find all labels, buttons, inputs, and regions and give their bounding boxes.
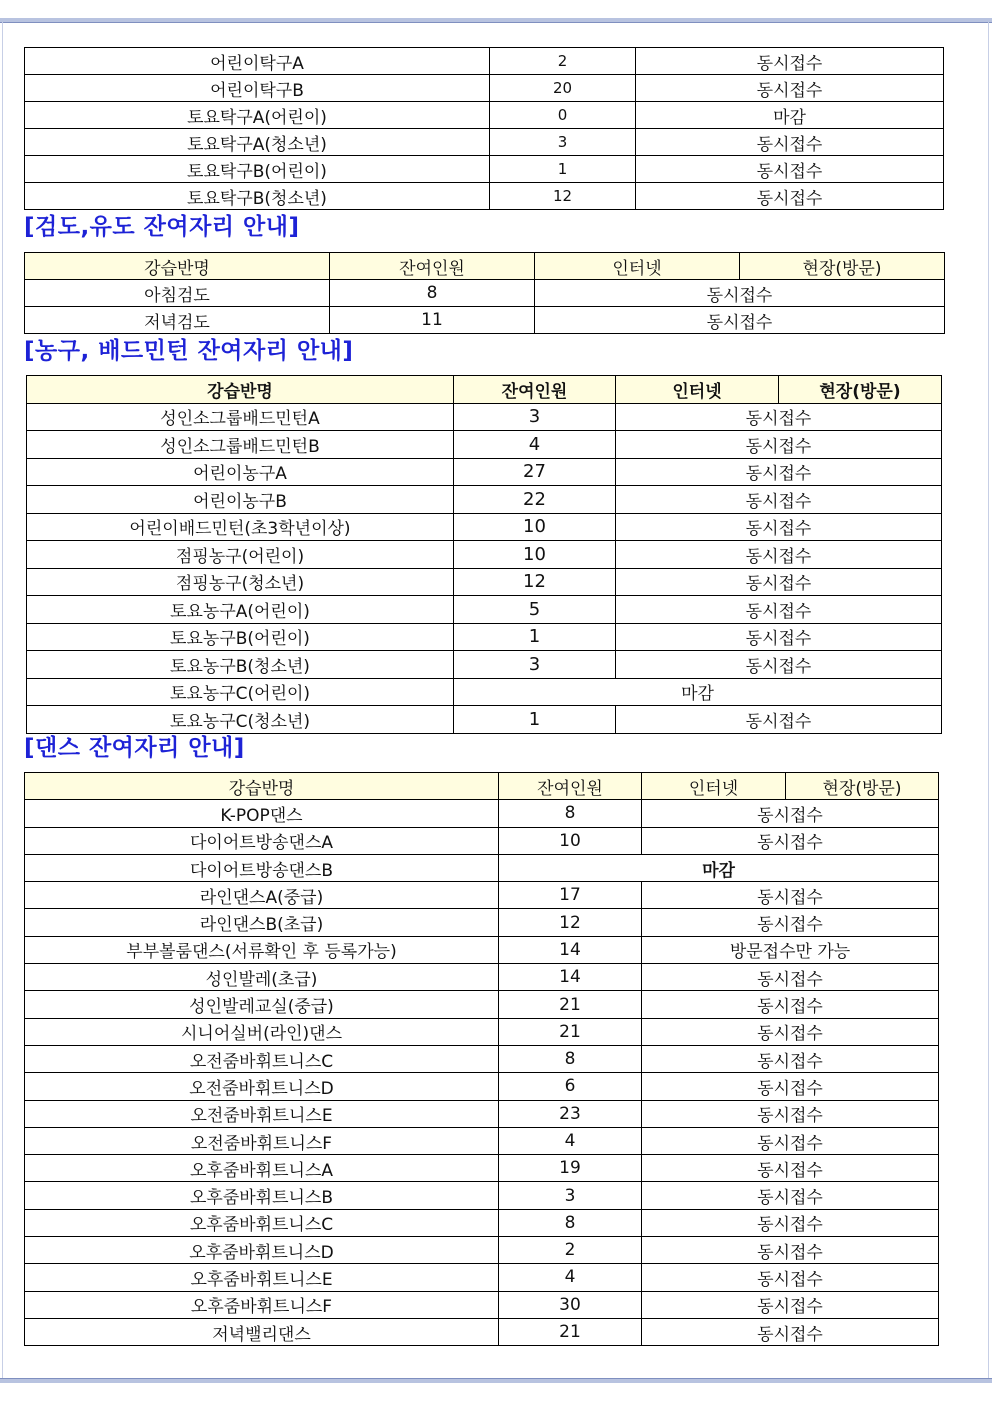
status-cell: 동시접수 <box>616 486 942 514</box>
remaining-cell: 17 <box>499 882 642 909</box>
status-cell: 동시접수 <box>535 280 945 307</box>
class-name-cell: 토요농구A(어린이) <box>27 596 454 624</box>
remaining-cell: 23 <box>499 1100 642 1127</box>
class-name-cell: 아침검도 <box>25 280 330 307</box>
table-row <box>27 678 942 706</box>
table-header-row <box>27 376 942 404</box>
table-row <box>27 403 942 431</box>
table-header-row <box>25 253 945 280</box>
class-name-cell: 성인소그룹배드민턴A <box>27 403 454 431</box>
status-cell: 동시접수 <box>616 541 942 569</box>
status-cell: 동시접수 <box>616 651 942 679</box>
status-cell: 동시접수 <box>616 706 942 734</box>
status-cell: 동시접수 <box>642 1073 939 1100</box>
table-row <box>25 280 945 307</box>
table-row <box>27 458 942 486</box>
basketball-body <box>27 403 942 733</box>
page-frame-right <box>988 22 989 1379</box>
remaining-cell: 21 <box>499 1318 642 1345</box>
basketball-table <box>26 375 942 734</box>
class-name-cell: 오후줌바휘트니스C <box>25 1209 499 1236</box>
class-name-cell: 오전줌바휘트니스F <box>25 1127 499 1154</box>
class-name-cell: 성인발레교실(중급) <box>25 991 499 1018</box>
class-name-cell: 토요농구B(청소년) <box>27 651 454 679</box>
table-row <box>25 156 944 183</box>
header-internet: 인터넷 <box>616 376 779 404</box>
table-row <box>25 882 939 909</box>
remaining-cell: 10 <box>499 827 642 854</box>
class-name-cell: 저녁밸리댄스 <box>25 1318 499 1345</box>
class-name-cell: 어린이농구B <box>27 486 454 514</box>
table-row <box>25 991 939 1018</box>
remaining-cell: 8 <box>499 1209 642 1236</box>
status-cell: 동시접수 <box>616 403 942 431</box>
remaining-cell: 6 <box>499 1073 642 1100</box>
table-row <box>25 909 939 936</box>
class-name-cell: 어린이농구A <box>27 458 454 486</box>
table-row <box>25 1209 939 1236</box>
header-remaining: 잔여인원 <box>330 253 535 280</box>
class-name-cell: 오전줌바휘트니스E <box>25 1100 499 1127</box>
remaining-cell: 14 <box>499 936 642 963</box>
remaining-cell: 4 <box>454 431 616 459</box>
remaining-cell: 2 <box>499 1237 642 1264</box>
table-tennis-table <box>24 47 944 210</box>
remaining-cell: 5 <box>454 596 616 624</box>
class-name-cell: 오후줌바휘트니스A <box>25 1155 499 1182</box>
remaining-cell: 30 <box>499 1291 642 1318</box>
class-name-cell: 오후줌바휘트니스E <box>25 1264 499 1291</box>
remaining-cell: 8 <box>499 1045 642 1072</box>
table-row <box>27 431 942 459</box>
remaining-cell: 1 <box>490 156 636 183</box>
remaining-cell: 12 <box>499 909 642 936</box>
status-cell: 동시접수 <box>642 1100 939 1127</box>
table-row <box>25 800 939 827</box>
remaining-cell: 3 <box>454 403 616 431</box>
class-name-cell: 토요농구B(어린이) <box>27 623 454 651</box>
table-row <box>27 651 942 679</box>
kendo-section-title: [검도,유도 잔여자리 안내] <box>24 214 300 240</box>
class-name-cell: 라인댄스B(초급) <box>25 909 499 936</box>
status-cell: 방문접수만 가능 <box>642 936 939 963</box>
class-name-cell: 성인소그룹배드민턴B <box>27 431 454 459</box>
class-name-cell: 점핑농구(청소년) <box>27 568 454 596</box>
remaining-cell: 1 <box>454 706 616 734</box>
class-name-cell: 다이어트방송댄스A <box>25 827 499 854</box>
remaining-cell: 11 <box>330 307 535 334</box>
status-cell: 동시접수 <box>636 75 944 102</box>
class-name-cell: 오후줌바휘트니스B <box>25 1182 499 1209</box>
status-cell: 동시접수 <box>642 964 939 991</box>
header-remaining: 잔여인원 <box>499 773 642 800</box>
table-row <box>25 827 939 854</box>
status-cell: 동시접수 <box>642 882 939 909</box>
table-row <box>25 1045 939 1072</box>
status-cell: 동시접수 <box>616 596 942 624</box>
page-frame-top-line <box>0 22 992 23</box>
remaining-cell: 22 <box>454 486 616 514</box>
table-row <box>25 183 944 210</box>
table-row <box>25 75 944 102</box>
status-cell: 동시접수 <box>642 1127 939 1154</box>
class-name-cell: 토요탁구B(어린이) <box>25 156 490 183</box>
table-row <box>25 964 939 991</box>
class-name-cell: 토요탁구A(어린이) <box>25 102 490 129</box>
remaining-cell: 10 <box>454 513 616 541</box>
class-name-cell: 어린이탁구A <box>25 48 490 75</box>
class-name-cell: K-POP댄스 <box>25 800 499 827</box>
status-cell: 동시접수 <box>535 307 945 334</box>
table-row <box>25 1264 939 1291</box>
table-row <box>25 1291 939 1318</box>
remaining-cell: 14 <box>499 964 642 991</box>
remaining-cell: 3 <box>454 651 616 679</box>
status-cell: 동시접수 <box>642 1018 939 1045</box>
class-name-cell: 어린이배드민턴(초3학년이상) <box>27 513 454 541</box>
remaining-cell: 4 <box>499 1264 642 1291</box>
class-name-cell: 토요농구C(청소년) <box>27 706 454 734</box>
status-cell: 동시접수 <box>636 156 944 183</box>
status-cell: 동시접수 <box>642 800 939 827</box>
table-row <box>27 568 942 596</box>
status-cell: 동시접수 <box>642 1182 939 1209</box>
class-name-cell: 오후줌바휘트니스F <box>25 1291 499 1318</box>
status-cell: 마감 <box>636 102 944 129</box>
table-header-row <box>25 773 939 800</box>
dance-table <box>24 772 939 1346</box>
remaining-cell: 21 <box>499 991 642 1018</box>
remaining-cell: 20 <box>490 75 636 102</box>
header-class-name: 강습반명 <box>25 773 499 800</box>
status-cell: 동시접수 <box>642 991 939 1018</box>
table-row <box>25 48 944 75</box>
header-remaining: 잔여인원 <box>454 376 616 404</box>
closed-cell: 마감 <box>499 854 939 881</box>
status-cell: 동시접수 <box>636 48 944 75</box>
class-name-cell: 토요탁구B(청소년) <box>25 183 490 210</box>
class-name-cell: 다이어트방송댄스B <box>25 854 499 881</box>
table-row <box>25 307 945 334</box>
status-cell: 동시접수 <box>642 1209 939 1236</box>
table-row <box>25 1318 939 1345</box>
table-row <box>27 486 942 514</box>
class-name-cell: 어린이탁구B <box>25 75 490 102</box>
header-internet: 인터넷 <box>642 773 786 800</box>
class-name-cell: 토요탁구A(청소년) <box>25 129 490 156</box>
status-cell: 동시접수 <box>636 183 944 210</box>
remaining-cell: 2 <box>490 48 636 75</box>
remaining-cell: 12 <box>454 568 616 596</box>
table-row <box>25 1155 939 1182</box>
remaining-cell: 27 <box>454 458 616 486</box>
table-row <box>25 1182 939 1209</box>
class-name-cell: 오전줌바휘트니스D <box>25 1073 499 1100</box>
remaining-cell: 1 <box>454 623 616 651</box>
class-name-cell: 성인발레(초급) <box>25 964 499 991</box>
status-cell: 동시접수 <box>616 623 942 651</box>
page-frame-left <box>2 22 3 1379</box>
class-name-cell: 토요농구C(어린이) <box>27 678 454 706</box>
status-cell: 동시접수 <box>642 1291 939 1318</box>
status-cell: 동시접수 <box>642 1155 939 1182</box>
status-cell: 동시접수 <box>636 129 944 156</box>
remaining-cell: 12 <box>490 183 636 210</box>
kendo-body <box>25 280 945 334</box>
table-row <box>25 1100 939 1127</box>
header-onsite: 현장(방문) <box>740 253 945 280</box>
remaining-cell: 19 <box>499 1155 642 1182</box>
table-row <box>27 623 942 651</box>
status-cell: 동시접수 <box>642 827 939 854</box>
remaining-cell: 3 <box>499 1182 642 1209</box>
table-row <box>25 1018 939 1045</box>
remaining-cell: 0 <box>490 102 636 129</box>
class-name-cell: 저녁검도 <box>25 307 330 334</box>
status-cell: 동시접수 <box>642 909 939 936</box>
table-row <box>25 1073 939 1100</box>
table-row <box>25 102 944 129</box>
status-cell: 동시접수 <box>616 431 942 459</box>
status-cell: 동시접수 <box>616 458 942 486</box>
table-row <box>27 596 942 624</box>
remaining-cell: 4 <box>499 1127 642 1154</box>
status-cell: 동시접수 <box>642 1318 939 1345</box>
status-cell: 동시접수 <box>616 513 942 541</box>
header-class-name: 강습반명 <box>27 376 454 404</box>
header-class-name: 강습반명 <box>25 253 330 280</box>
table-row <box>25 1237 939 1264</box>
remaining-cell: 21 <box>499 1018 642 1045</box>
status-cell: 동시접수 <box>642 1237 939 1264</box>
status-cell: 동시접수 <box>642 1045 939 1072</box>
remaining-cell: 8 <box>330 280 535 307</box>
header-onsite: 현장(방문) <box>786 773 939 800</box>
class-name-cell: 점핑농구(어린이) <box>27 541 454 569</box>
class-name-cell: 부부볼룸댄스(서류확인 후 등록가능) <box>25 936 499 963</box>
class-name-cell: 시니어실버(라인)댄스 <box>25 1018 499 1045</box>
header-internet: 인터넷 <box>535 253 740 280</box>
table-tennis-body <box>25 48 944 210</box>
table-row <box>25 129 944 156</box>
class-name-cell: 오전줌바휘트니스C <box>25 1045 499 1072</box>
header-onsite: 현장(방문) <box>779 376 942 404</box>
class-name-cell: 라인댄스A(중급) <box>25 882 499 909</box>
class-name-cell: 오후줌바휘트니스D <box>25 1237 499 1264</box>
status-cell: 동시접수 <box>642 1264 939 1291</box>
table-row <box>27 513 942 541</box>
page-frame-bottom <box>0 1379 992 1383</box>
remaining-cell: 10 <box>454 541 616 569</box>
dance-body <box>25 800 939 1346</box>
remaining-cell: 8 <box>499 800 642 827</box>
basketball-section-title: [농구, 배드민턴 잔여자리 안내] <box>24 338 354 364</box>
table-row <box>27 541 942 569</box>
table-row <box>25 936 939 963</box>
closed-cell: 마감 <box>454 678 942 706</box>
dance-section-title: [댄스 잔여자리 안내] <box>24 735 245 761</box>
remaining-cell: 3 <box>490 129 636 156</box>
status-cell: 동시접수 <box>616 568 942 596</box>
table-row <box>25 1127 939 1154</box>
table-row <box>25 854 939 881</box>
kendo-table <box>24 252 945 334</box>
